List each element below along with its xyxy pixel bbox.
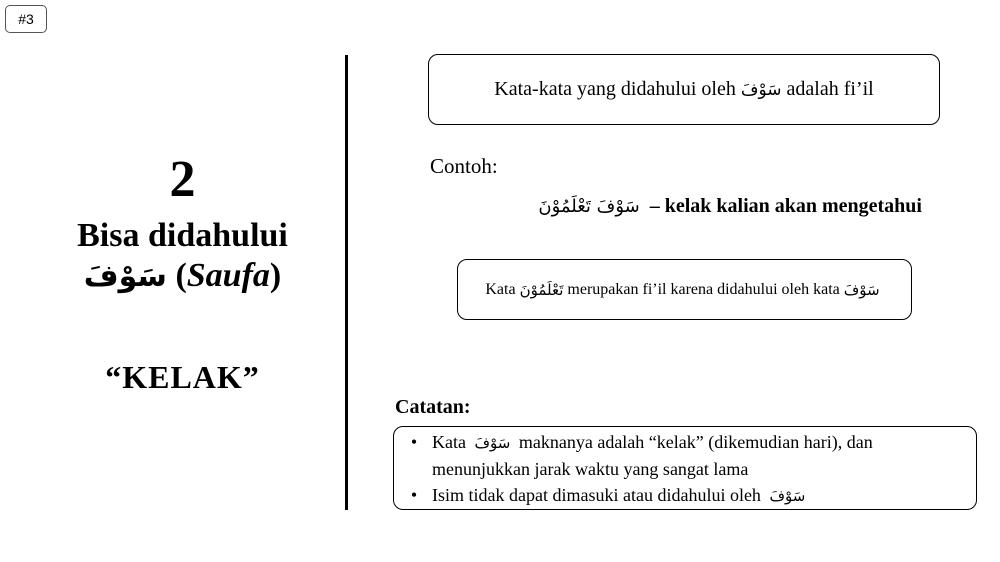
catatan-label: Catatan: [395,396,471,418]
explain-text-before: Kata [485,280,516,298]
rule-box [428,54,940,125]
bullet-icon: • [410,485,418,505]
note1-line2: menunjukkan jarak waktu yang sangat lama [432,459,749,479]
heading-close-paren: ) [269,257,282,294]
bullet-icon: • [410,432,418,452]
explain-text-middle: merupakan fi’il karena didahului oleh kata [567,280,840,298]
contoh-label: Contoh: [430,154,498,178]
note1-text-before: Kata [432,432,466,452]
example-meaning: kelak kalian akan mengetahui [664,195,922,217]
rule-text-before: Kata-kata yang didahului oleh [494,78,736,100]
heading-line-1: Bisa didahului [77,217,288,254]
heading-line-2 [40,256,325,297]
meaning-kelak: “KELAK” [105,359,260,395]
heading-latin: Saufa [186,257,270,294]
explain-arabic-word: تَعْلَمُوْنَ [519,280,564,299]
note-item [404,429,966,482]
slide-number-badge: #3 [5,5,47,33]
left-title-panel [40,150,325,396]
example-dash: – [649,195,660,217]
notes-box [393,426,977,510]
section-number: 2 [169,151,196,208]
example-line [470,195,922,218]
notes-list [404,429,966,509]
vertical-divider [345,55,348,510]
explain-box [457,259,912,320]
note2-text: Isim tidak dapat dimasuki atau didahului oleh [432,485,761,505]
note1-text-after: maknanya adalah “kelak” (dikemudian hari), dan [518,432,873,452]
note-item [404,482,966,509]
heading-open-paren: ( [175,257,187,294]
rule-arabic: سَوْفَ [740,79,782,100]
section-heading [40,216,325,297]
note2-arabic: سَوْفَ [769,487,806,505]
example-arabic: سَوْفَ تَعْلَمُوْنَ [538,196,640,217]
heading-arabic: سَوْفَ [83,259,167,294]
rule-text-after: adalah fi’il [786,78,874,100]
explain-arabic-particle: سَوْفَ [843,280,880,299]
note1-arabic: سَوْفَ [474,434,511,452]
